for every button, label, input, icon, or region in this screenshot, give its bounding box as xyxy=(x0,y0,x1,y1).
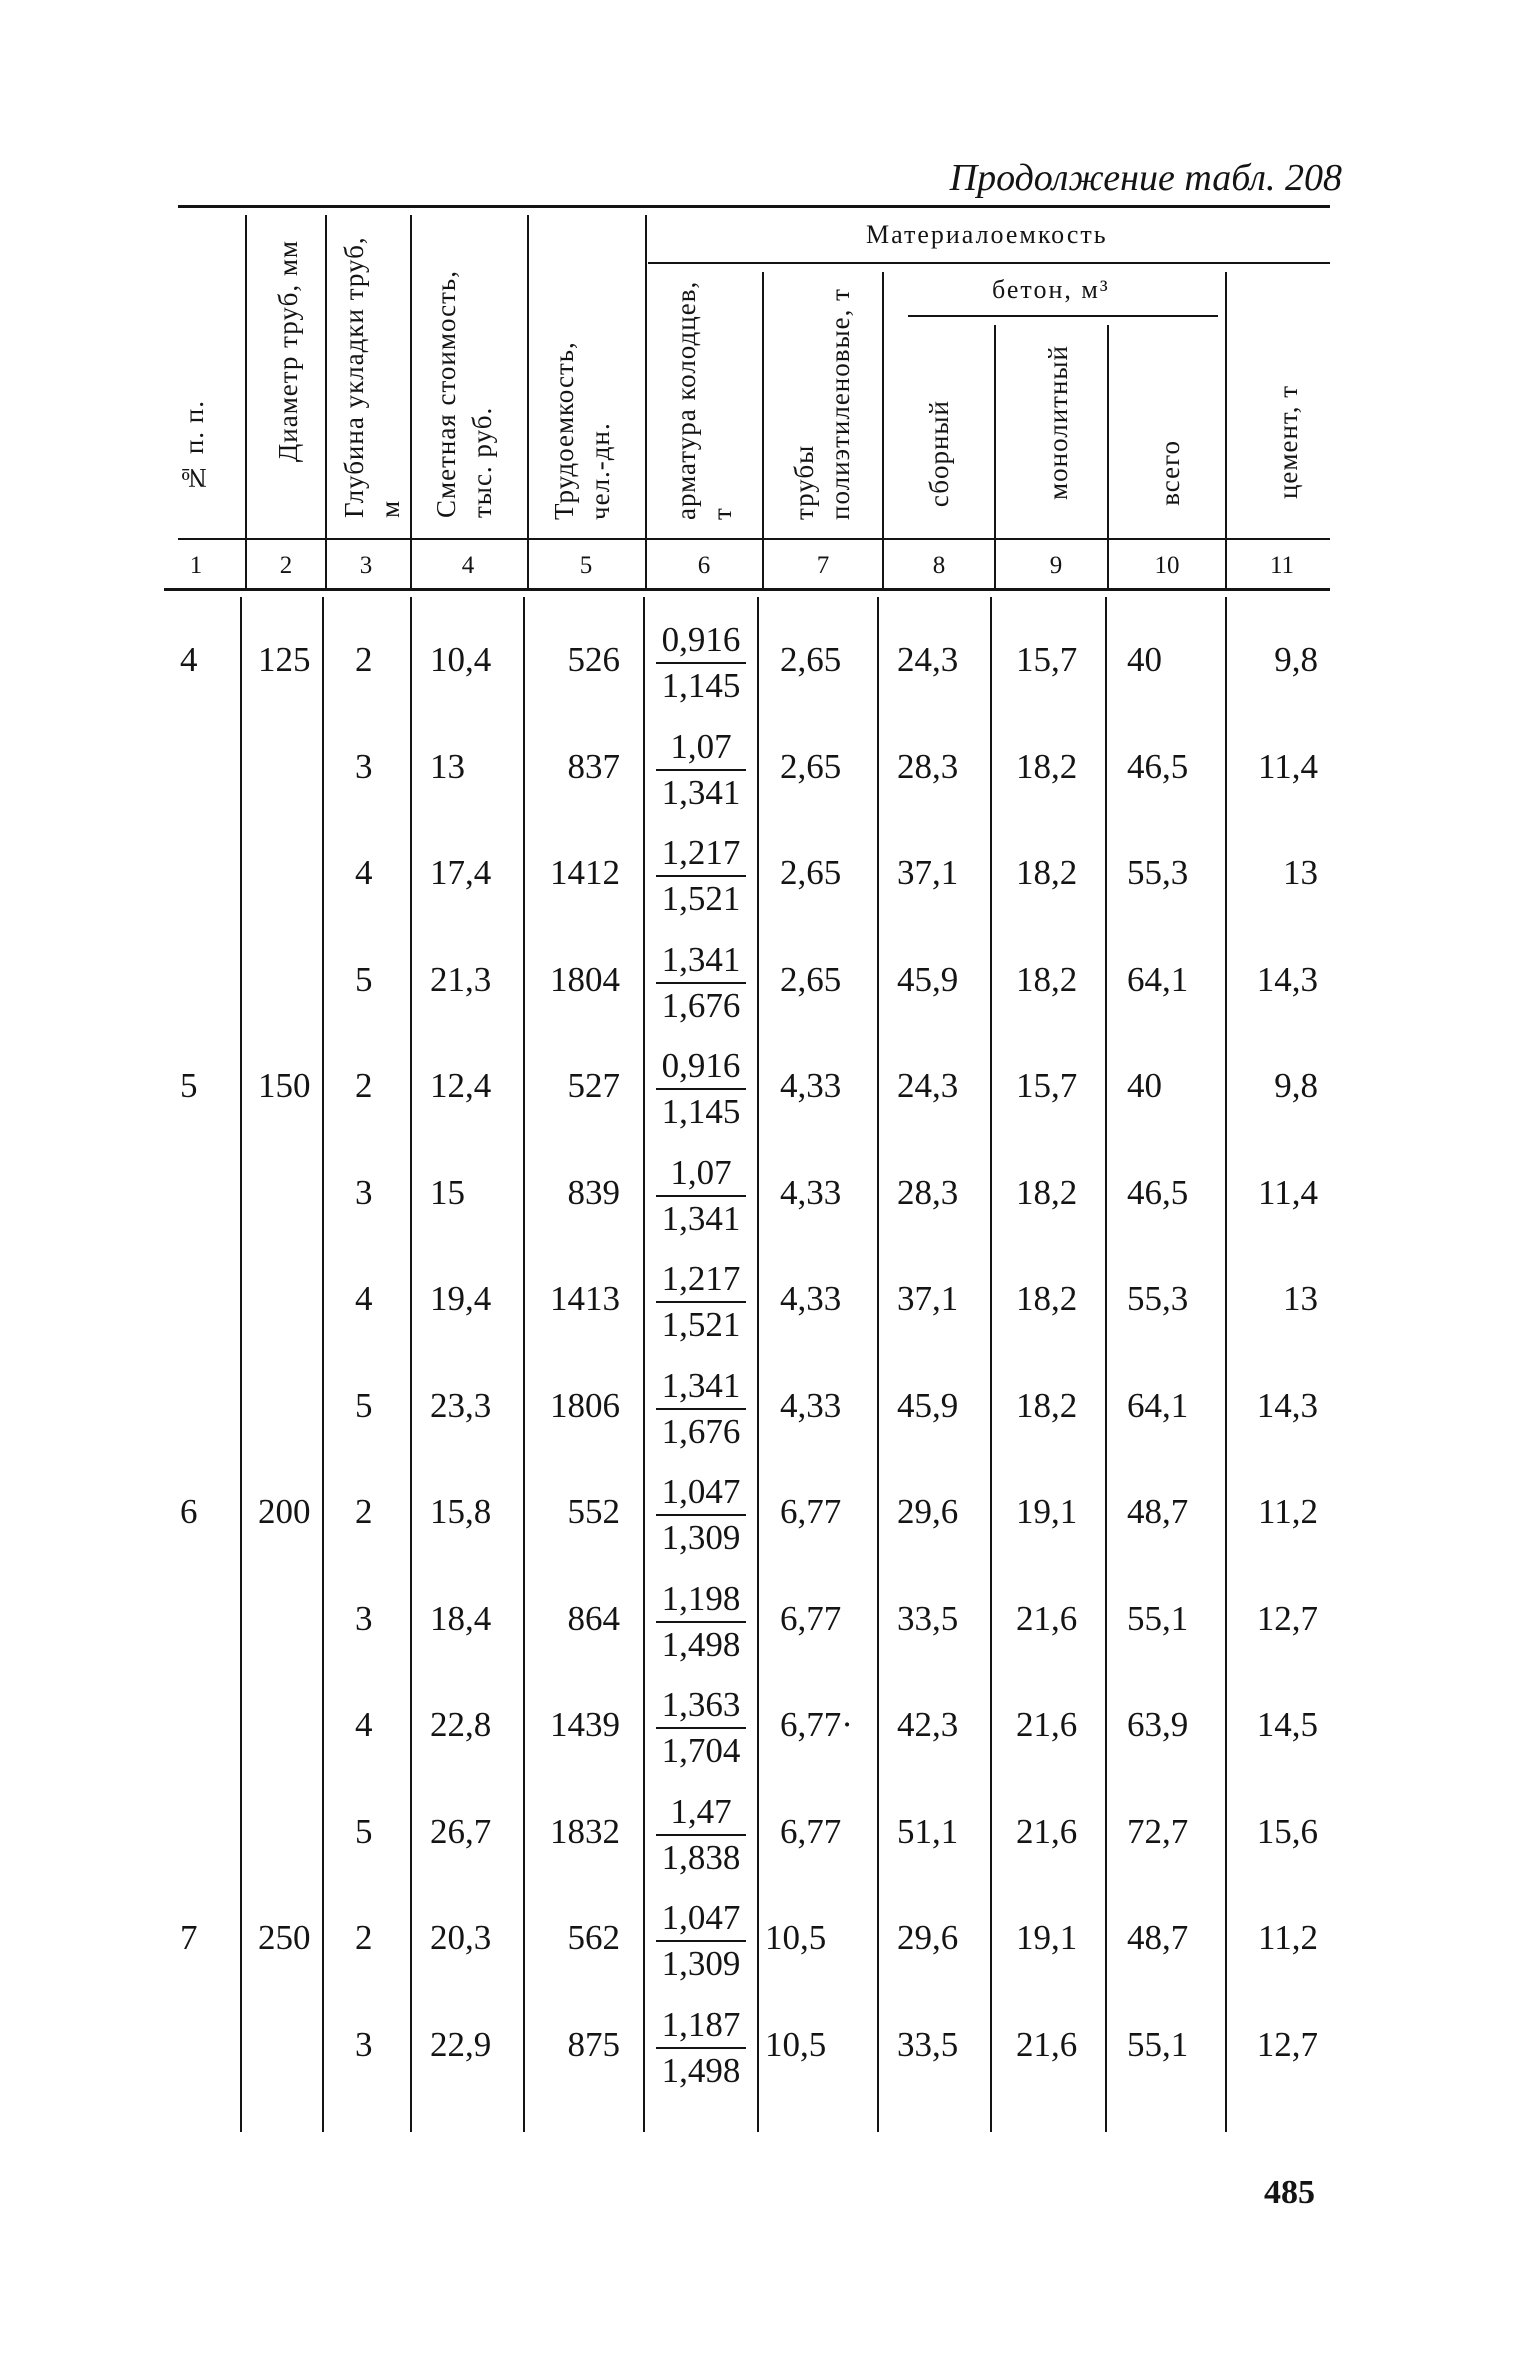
cell-cement: 13 xyxy=(1283,853,1318,892)
cell-total: 64,1 xyxy=(1127,959,1189,999)
cell-cost: 18,4 xyxy=(430,1598,492,1638)
cell-precast: 45,9 xyxy=(897,959,959,999)
body-col-divider xyxy=(410,597,412,2132)
rebar-numerator: 1,341 xyxy=(656,938,746,984)
cell-cement: 11,2 xyxy=(1258,1492,1318,1531)
colnum-bottom-rule xyxy=(164,588,1330,591)
rebar-denominator: 1,145 xyxy=(661,1092,741,1131)
cell-total: 55,3 xyxy=(1127,1279,1189,1318)
rebar-denominator: 1,521 xyxy=(661,1305,741,1344)
rebar-numerator: 1,07 xyxy=(656,725,746,771)
cell-total: 63,9 xyxy=(1127,1705,1189,1744)
cell-depth: 3 xyxy=(355,746,373,786)
rebar-denominator: 1,498 xyxy=(661,1624,741,1664)
header-precast: сборный xyxy=(924,400,954,508)
cell-precast: 51,1 xyxy=(897,1811,959,1851)
cell-monolithic: 21,6 xyxy=(1016,1811,1078,1851)
cell-depth: 2 xyxy=(355,640,373,679)
cell-depth: 2 xyxy=(355,1066,373,1105)
cell-total: 46,5 xyxy=(1127,1172,1189,1212)
cell-total: 48,7 xyxy=(1127,1918,1189,1957)
cell-cement: 11,4 xyxy=(1258,746,1318,786)
cell-depth: 5 xyxy=(355,1385,373,1425)
cell-rebar-fraction xyxy=(656,1364,746,1454)
cell-monolithic: 19,1 xyxy=(1016,1492,1078,1531)
column-number: 2 xyxy=(279,552,293,579)
cell-precast: 28,3 xyxy=(897,1172,959,1212)
header-concrete-group: бетон, м³ xyxy=(992,275,1110,304)
column-number: 8 xyxy=(932,552,946,579)
cell-monolithic: 18,2 xyxy=(1016,746,1078,786)
cell-pipes: 10,5 xyxy=(765,1918,827,1957)
cell-precast: 33,5 xyxy=(897,1598,959,1638)
column-number: 7 xyxy=(816,552,830,579)
cell-labor: 1413 xyxy=(550,1279,620,1318)
body-col-divider xyxy=(523,597,525,2132)
cell-cement: 12,7 xyxy=(1256,1598,1318,1638)
header-diameter: Диаметр труб, мм xyxy=(273,240,303,463)
cell-pipes: 6,77 xyxy=(780,1598,842,1638)
concrete-group-rule xyxy=(908,315,1218,317)
cell-cement: 12,7 xyxy=(1256,2024,1318,2064)
rebar-numerator: 1,047 xyxy=(656,1896,746,1942)
cell-cement: 14,5 xyxy=(1256,1705,1318,1744)
col-divider xyxy=(1107,325,1109,588)
cell-rebar-fraction xyxy=(656,1151,746,1241)
rebar-numerator: 1,217 xyxy=(656,831,746,877)
cell-pipes: 4,33 xyxy=(780,1172,842,1212)
cell-monolithic: 19,1 xyxy=(1016,1918,1078,1957)
cell-monolithic: 21,6 xyxy=(1016,1705,1078,1744)
col-divider xyxy=(994,325,996,588)
cell-depth: 3 xyxy=(355,2024,373,2064)
cell-pipes: 6,77 xyxy=(780,1492,842,1531)
cell-total: 46,5 xyxy=(1127,746,1189,786)
cell-pipes: 2,65 xyxy=(780,853,842,892)
cell-depth: 5 xyxy=(355,959,373,999)
cell-diameter: 200 xyxy=(258,1492,311,1531)
cell-total: 55,3 xyxy=(1127,853,1189,892)
cell-labor: 864 xyxy=(567,1598,620,1638)
rebar-denominator: 1,341 xyxy=(661,772,741,812)
cell-cost: 26,7 xyxy=(430,1811,492,1851)
header-pipes: трубы полиэтиленовые, т xyxy=(789,288,855,520)
cell-labor: 1806 xyxy=(550,1385,620,1425)
cell-cost: 15 xyxy=(430,1172,465,1212)
cell-pipes: 10,5 xyxy=(765,2024,827,2064)
cell-total: 55,1 xyxy=(1127,1598,1189,1638)
cell-depth: 2 xyxy=(355,1492,373,1531)
cell-cost: 21,3 xyxy=(430,959,492,999)
cell-labor: 875 xyxy=(567,2024,620,2064)
page-number: 485 xyxy=(1264,2174,1315,2211)
cell-row-number: 5 xyxy=(180,1066,198,1105)
cell-depth: 5 xyxy=(355,1811,373,1851)
header-material-group: Материалоемкость xyxy=(866,220,1108,249)
col-divider xyxy=(325,215,327,588)
cell-rebar-fraction xyxy=(656,1683,746,1773)
cell-total: 40 xyxy=(1127,1066,1162,1105)
cell-rebar-fraction xyxy=(656,1470,746,1560)
column-number: 4 xyxy=(461,552,475,579)
cell-cement: 9,8 xyxy=(1274,1066,1318,1105)
table-caption: Продолжение табл. 208 xyxy=(949,157,1342,199)
cell-row-number: 7 xyxy=(180,1918,198,1957)
cell-pipes: 2,65 xyxy=(780,640,842,679)
cell-precast: 28,3 xyxy=(897,746,959,786)
body-col-divider xyxy=(643,597,645,2132)
cell-diameter: 150 xyxy=(258,1066,311,1105)
cell-cement: 15,6 xyxy=(1256,1811,1318,1851)
col-divider xyxy=(762,272,764,588)
cell-monolithic: 18,2 xyxy=(1016,959,1078,999)
rebar-denominator: 1,838 xyxy=(661,1837,741,1877)
cell-cement: 9,8 xyxy=(1274,640,1318,679)
header-row-number: № п. п. xyxy=(179,400,209,493)
cell-rebar-fraction xyxy=(656,1044,746,1134)
cell-labor: 1439 xyxy=(550,1705,620,1744)
rebar-denominator: 1,341 xyxy=(661,1198,741,1238)
cell-cost: 13 xyxy=(430,746,465,786)
rebar-denominator: 1,145 xyxy=(661,666,741,705)
cell-pipes: 6,77 xyxy=(780,1811,842,1851)
rebar-numerator: 0,916 xyxy=(656,618,746,664)
cell-cost: 17,4 xyxy=(430,853,492,892)
cell-labor: 552 xyxy=(567,1492,620,1531)
rebar-denominator: 1,676 xyxy=(661,985,741,1025)
rebar-numerator: 1,198 xyxy=(656,1577,746,1623)
cell-rebar-fraction xyxy=(656,1577,746,1667)
header-rebar: арматура колодцев, т xyxy=(671,280,737,520)
cell-monolithic: 18,2 xyxy=(1016,1385,1078,1425)
cell-labor: 1412 xyxy=(550,853,620,892)
body-col-divider xyxy=(1225,597,1227,2132)
header-total: всего xyxy=(1155,440,1185,506)
cell-precast: 24,3 xyxy=(897,640,959,679)
col-divider xyxy=(245,215,247,588)
cell-monolithic: 15,7 xyxy=(1016,1066,1078,1105)
cell-cement: 13 xyxy=(1283,1279,1318,1318)
column-number: 1 xyxy=(189,552,203,579)
column-number: 3 xyxy=(359,552,373,579)
cell-precast: 24,3 xyxy=(897,1066,959,1105)
rebar-denominator: 1,521 xyxy=(661,879,741,918)
column-number: 9 xyxy=(1049,552,1063,579)
rebar-numerator: 1,341 xyxy=(656,1364,746,1410)
cell-rebar-fraction xyxy=(656,1790,746,1880)
rebar-numerator: 1,47 xyxy=(656,1790,746,1836)
cell-total: 48,7 xyxy=(1127,1492,1189,1531)
cell-total: 72,7 xyxy=(1127,1811,1189,1851)
col-divider xyxy=(645,215,647,588)
cell-depth: 4 xyxy=(355,853,373,892)
cell-cost: 15,8 xyxy=(430,1492,492,1531)
cell-cost: 20,3 xyxy=(430,1918,492,1957)
body-col-divider xyxy=(1105,597,1107,2132)
cell-precast: 29,6 xyxy=(897,1492,959,1531)
cell-cost: 10,4 xyxy=(430,640,492,679)
cell-pipes: 4,33 xyxy=(780,1385,842,1425)
cell-row-number: 4 xyxy=(180,640,198,679)
cell-precast: 37,1 xyxy=(897,1279,959,1318)
cell-pipes: 2,65 xyxy=(780,959,842,999)
rebar-numerator: 1,07 xyxy=(656,1151,746,1197)
col-divider xyxy=(527,215,529,588)
body-col-divider xyxy=(990,597,992,2132)
cell-labor: 1804 xyxy=(550,959,620,999)
column-number: 10 xyxy=(1154,552,1180,579)
cell-monolithic: 21,6 xyxy=(1016,1598,1078,1638)
cell-precast: 42,3 xyxy=(897,1705,959,1744)
header-bottom-rule xyxy=(178,538,1330,540)
cell-cost: 12,4 xyxy=(430,1066,492,1105)
header-labor: Трудоемкость, чел.-дн. xyxy=(549,341,615,520)
rebar-denominator: 1,704 xyxy=(661,1731,741,1770)
cell-pipes: 4,33 xyxy=(780,1066,842,1105)
header-cost: Сметная стоимость, тыс. руб. xyxy=(431,270,497,518)
cell-monolithic: 21,6 xyxy=(1016,2024,1078,2064)
cell-monolithic: 18,2 xyxy=(1016,1172,1078,1212)
cell-cement: 11,4 xyxy=(1258,1172,1318,1212)
material-group-rule xyxy=(648,262,1330,264)
cell-monolithic: 18,2 xyxy=(1016,853,1078,892)
cell-rebar-fraction xyxy=(656,831,746,921)
cell-diameter: 125 xyxy=(258,640,311,679)
cell-rebar-fraction xyxy=(656,725,746,815)
header-depth: Глубина укладки труб, м xyxy=(339,236,405,518)
column-number: 6 xyxy=(697,552,711,579)
cell-cost: 23,3 xyxy=(430,1385,492,1425)
rebar-denominator: 1,309 xyxy=(661,1518,741,1557)
cell-depth: 3 xyxy=(355,1598,373,1638)
cell-pipes: 6,77· xyxy=(780,1705,853,1744)
cell-cost: 22,8 xyxy=(430,1705,492,1744)
rebar-numerator: 1,217 xyxy=(656,1257,746,1303)
rebar-numerator: 1,047 xyxy=(656,1470,746,1516)
cell-monolithic: 15,7 xyxy=(1016,640,1078,679)
cell-total: 55,1 xyxy=(1127,2024,1189,2064)
cell-depth: 4 xyxy=(355,1279,373,1318)
cell-labor: 837 xyxy=(567,746,620,786)
cell-pipes: 4,33 xyxy=(780,1279,842,1318)
cell-cost: 19,4 xyxy=(430,1279,492,1318)
table-top-rule xyxy=(178,205,1330,208)
cell-total: 40 xyxy=(1127,640,1162,679)
cell-pipes: 2,65 xyxy=(780,746,842,786)
col-divider xyxy=(882,272,884,588)
cell-precast: 37,1 xyxy=(897,853,959,892)
cell-depth: 3 xyxy=(355,1172,373,1212)
cell-rebar-fraction xyxy=(656,618,746,708)
cell-labor: 527 xyxy=(567,1066,620,1105)
cell-precast: 45,9 xyxy=(897,1385,959,1425)
body-col-divider xyxy=(757,597,759,2132)
cell-cement: 14,3 xyxy=(1256,959,1318,999)
rebar-denominator: 1,676 xyxy=(661,1411,741,1451)
cell-row-number: 6 xyxy=(180,1492,198,1531)
rebar-denominator: 1,498 xyxy=(661,2050,741,2090)
col-divider xyxy=(410,215,412,588)
cell-labor: 562 xyxy=(567,1918,620,1957)
rebar-numerator: 1,187 xyxy=(656,2003,746,2049)
cell-diameter: 250 xyxy=(258,1918,311,1957)
rebar-numerator: 0,916 xyxy=(656,1044,746,1090)
cell-rebar-fraction xyxy=(656,938,746,1028)
cell-rebar-fraction xyxy=(656,1896,746,1986)
cell-rebar-fraction xyxy=(656,1257,746,1347)
cell-cement: 11,2 xyxy=(1258,1918,1318,1957)
header-monolithic: монолитный xyxy=(1043,345,1073,500)
cell-labor: 1832 xyxy=(550,1811,620,1851)
cell-cement: 14,3 xyxy=(1256,1385,1318,1425)
column-number: 11 xyxy=(1269,552,1295,579)
cell-depth: 4 xyxy=(355,1705,373,1744)
cell-total: 64,1 xyxy=(1127,1385,1189,1425)
cell-monolithic: 18,2 xyxy=(1016,1279,1078,1318)
rebar-denominator: 1,309 xyxy=(661,1944,741,1983)
header-cement: цемент, т xyxy=(1273,385,1303,500)
col-divider xyxy=(1225,272,1227,588)
cell-labor: 526 xyxy=(567,640,620,679)
cell-precast: 33,5 xyxy=(897,2024,959,2064)
cell-depth: 2 xyxy=(355,1918,373,1957)
body-col-divider xyxy=(877,597,879,2132)
cell-labor: 839 xyxy=(567,1172,620,1212)
cell-cost: 22,9 xyxy=(430,2024,492,2064)
body-col-divider xyxy=(322,597,324,2132)
rebar-numerator: 1,363 xyxy=(656,1683,746,1729)
cell-rebar-fraction xyxy=(656,2003,746,2093)
cell-precast: 29,6 xyxy=(897,1918,959,1957)
column-number: 5 xyxy=(579,552,593,579)
body-col-divider xyxy=(240,597,242,2132)
